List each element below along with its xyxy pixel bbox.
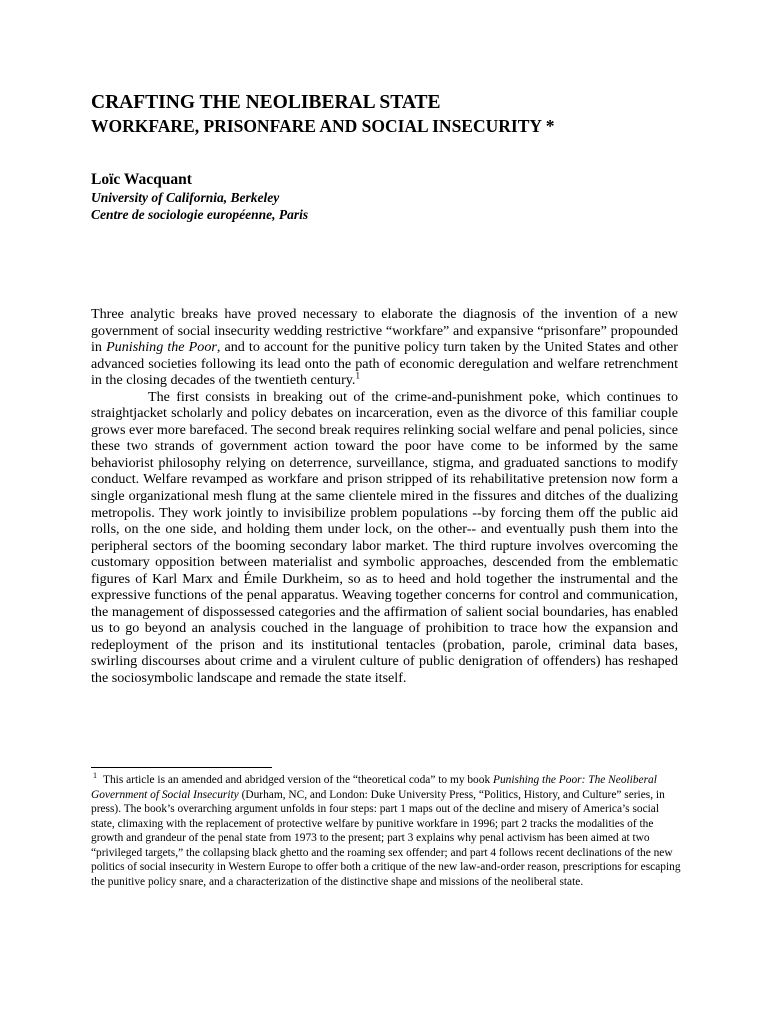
affiliation-paris: Centre de sociologie européenne, Paris <box>91 207 309 222</box>
paragraph-1 <box>91 306 678 389</box>
footnote-separator <box>91 767 272 768</box>
footnote <box>91 773 681 889</box>
footnote-reference[interactable]: 1 <box>355 370 360 381</box>
paragraph-2: The first consists in breaking out of the crime-and-punishment poke, which continues to straightjacket scholarly and policy debates on incarceration, even as the divorce of this familiar couple grows ever more barefaced. The second break requires relinking social welfare and penal policies, since these two strands of government action toward the poor have come to be informed by the same behaviorist philosophy relying on deterrence, surveillance, stigma, and graduated sanctions to modify conduct. Welfare revamped as workfare and prison stripped of its rehabilitative pretension now form a single organizational mesh flung at the same clientele mired in the fissures and ditches of the dualizing metropolis. They work jointly to invisibilize problem populations --by forcing them off the public aid rolls, on the one side, and holding them under lock, on the other-- and eventually push them into the peripheral sectors of the booming secondary labor market. The third rupture involves overcoming the customary opposition between materialist and symbolic approaches, descended from the emblematic figures of Karl Marx and Émile Durkheim, so as to heed and hold together the instrumental and the expressive functions of the penal apparatus. Weaving together concerns for control and communication, the management of dispossessed categories and the affirmation of salient social boundaries, has enabled us to go beyond an analysis couched in the language of prohibition to trace how the expansion and redeployment of the prison and its institutional tentacles (probation, parole, criminal data bases, swirling discourses about crime and a virulent culture of public denigration of offenders) has reshaped the sociosymbolic landscape and remade the state itself. <box>91 388 678 687</box>
author-name: Loïc Wacquant <box>91 171 192 188</box>
footnote-book-title: Punishing the Poor: The Neoliberal Government of Social Insecurity <box>91 774 657 801</box>
body-text <box>91 306 678 687</box>
paper-title: CRAFTING THE NEOLIBERAL STATE <box>91 92 441 113</box>
footnote-mark: 1 <box>93 771 97 781</box>
footnote-1 <box>91 773 681 889</box>
footnote-text-b: (Durham, NC, and London: Duke University Press, “Politics, History, and Culture” series, in press). The book’s overarching argument unfolds in four steps: part 1 maps out of the decline and misery of America’s social state, climaxing with the replacement of protective welfare by punitive workfare in 1996; part 2 tracks the modalities of the growth and grandeur of the penal state from 1973 to the present; part 3 explains why penal activism has been aimed at two “privileged targets,” the collapsing black ghetto and the roaming sex offender; and part 4 follows recent declinations of the new politics of social insecurity in Western Europe to offer both a critique of the new law-and-order reason, prescriptions for escaping the punitive policy snare, and a characterization of the distinctive shape and missions of the neoliberal state. <box>91 788 681 888</box>
paper-subtitle: WORKFARE, PRISONFARE AND SOCIAL INSECURITY * <box>91 116 555 136</box>
paragraph-1-text-a: Three analytic breaks have proved necessary to elaborate the diagnosis of the invention of a new government of social insecurity wedding restrictive “workfare” and expansive “prisonfare” propounded in <box>91 306 678 356</box>
affiliation-berkeley: University of California, Berkeley <box>91 190 280 205</box>
paragraph-1-text-b: , and to account for the punitive policy turn taken by the United States and other advanced societies following its lead onto the path of economic deregulation and welfare retrenchment in the closing decades of the twentieth century. <box>91 339 678 389</box>
footnote-text-a: This article is an amended and abridged version of the “theoretical coda” to my book <box>103 774 493 786</box>
book-title-reference: Punishing the Poor <box>106 339 217 356</box>
